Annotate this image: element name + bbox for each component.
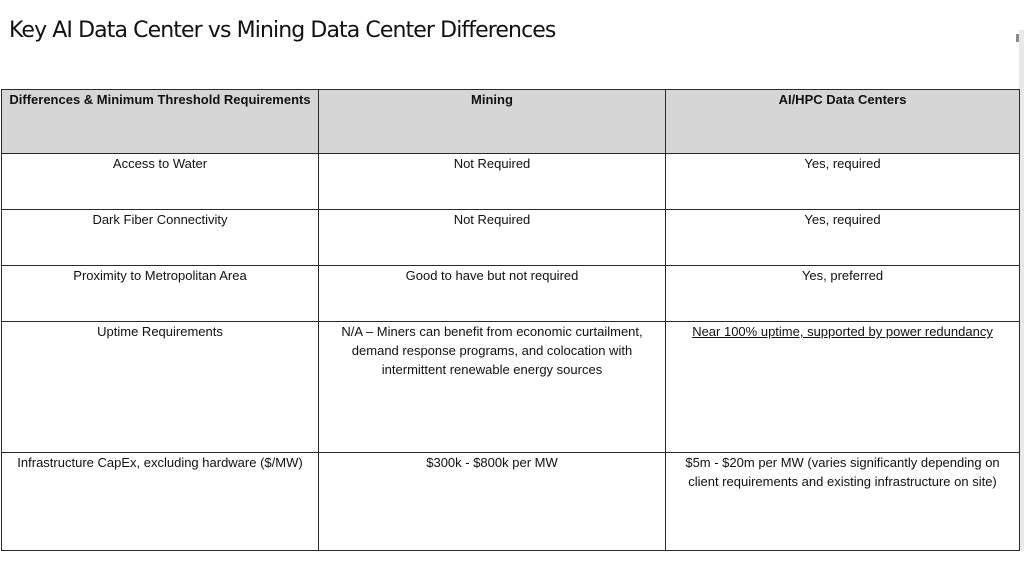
column-header-ai-hpc: [666, 90, 1020, 154]
criterion-cell: Infrastructure CapEx, excluding hardware ($/MW): [2, 453, 319, 551]
ai-hpc-cell: Yes, preferred: [666, 266, 1020, 322]
comparison-table: [1, 89, 1020, 551]
ai-hpc-cell: Yes, required: [666, 154, 1020, 210]
mining-cell: $300k - $800k per MW: [319, 453, 666, 551]
criterion-cell: Proximity to Metropolitan Area: [2, 266, 319, 322]
table-row: [2, 266, 1020, 322]
column-header-criteria-label: Differences & Minimum Threshold Requirements: [9, 92, 311, 107]
table-row: [2, 453, 1020, 551]
column-header-mining: [319, 90, 666, 154]
table-row: [2, 210, 1020, 266]
mining-cell: Not Required: [319, 154, 666, 210]
column-header-criteria: [2, 90, 319, 154]
ai-hpc-cell: Yes, required: [666, 210, 1020, 266]
ai-hpc-uptime-text: Near 100% uptime, supported by power redundancy: [692, 324, 993, 339]
ai-hpc-cell: $5m - $20m per MW (varies significantly depending on client requirements and existing infrastructure on site): [666, 453, 1020, 551]
mining-cell: Good to have but not required: [319, 266, 666, 322]
column-header-ai-hpc-label: AI/HPC Data Centers: [778, 92, 907, 107]
mining-cell: N/A – Miners can benefit from economic curtailment, demand response programs, and colocation with intermittent renewable energy sources: [319, 322, 666, 453]
criterion-cell: Uptime Requirements: [2, 322, 319, 453]
page-title: Key AI Data Center vs Mining Data Center Differences: [9, 18, 556, 43]
column-header-mining-label: Mining: [471, 92, 513, 107]
ai-hpc-cell: [666, 322, 1020, 453]
criterion-cell: Access to Water: [2, 154, 319, 210]
scroll-edge-marker: [1016, 34, 1019, 42]
table-row: [2, 322, 1020, 453]
table-row: [2, 154, 1020, 210]
table-header-row: [2, 90, 1020, 154]
mining-cell: Not Required: [319, 210, 666, 266]
criterion-cell: Dark Fiber Connectivity: [2, 210, 319, 266]
